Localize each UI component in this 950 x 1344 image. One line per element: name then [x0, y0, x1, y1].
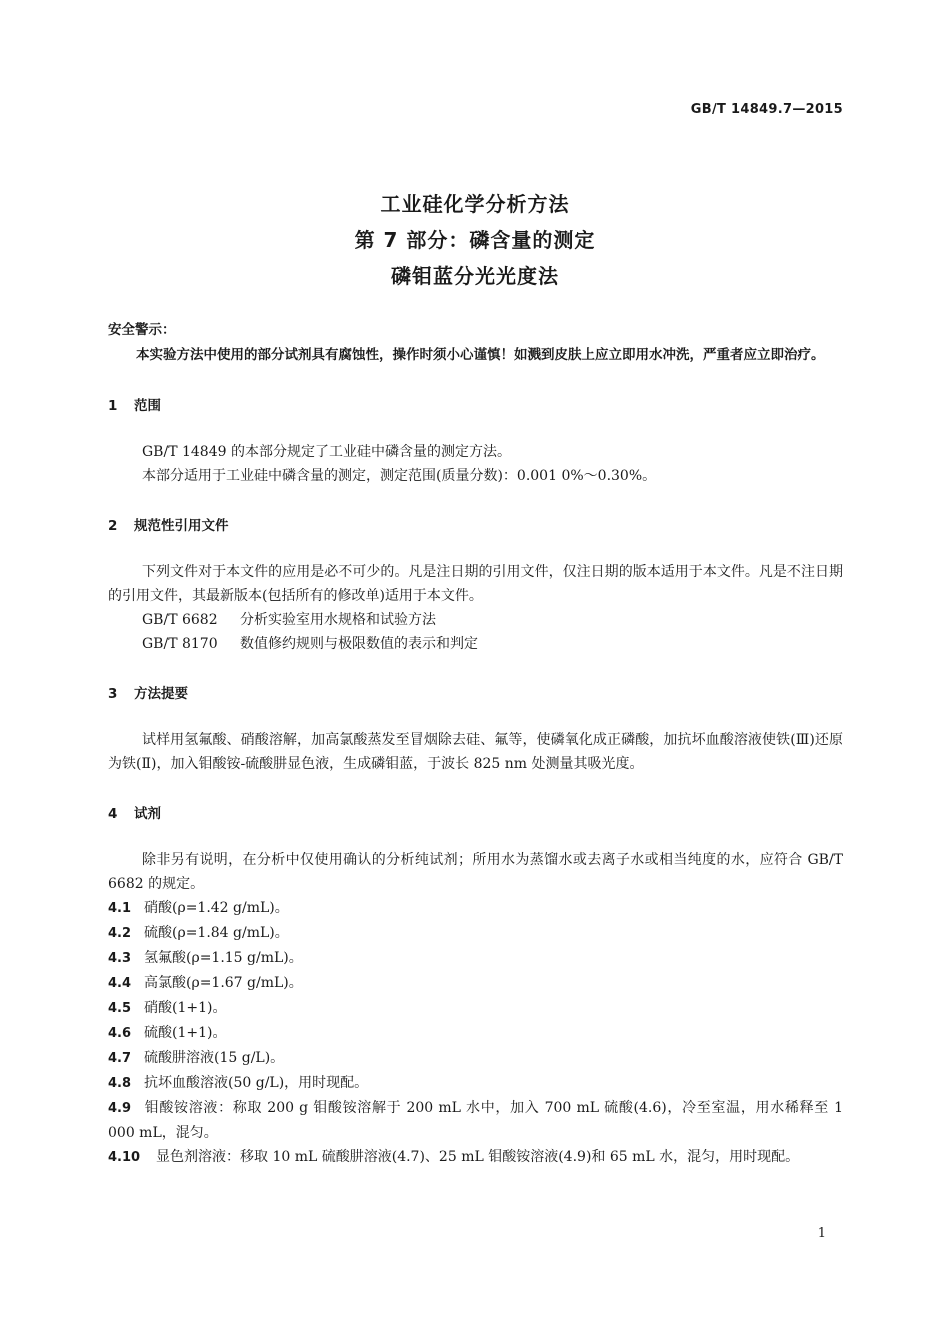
section-1-paragraph-1: GB/T 14849 的本部分规定了工业硅中磷含量的测定方法。: [142, 444, 511, 460]
clause-text: 硝酸(ρ=1.42 g/mL)。: [144, 900, 289, 916]
clause-text: 抗坏血酸溶液(50 g/L)，用时现配。: [144, 1075, 369, 1091]
section-3-paragraph-1: 试样用氢氟酸、硝酸溶解，加高氯酸蒸发至冒烟除去硅、氟等，使磷氧化成正磷酸，加抗坏血酸溶液使铁(Ⅲ)还原为铁(Ⅱ)，加入钼酸铵-硫酸肼显色液，生成磷钼蓝，于波长 825 nm 处测量其吸光度。: [108, 732, 843, 772]
section-1-paragraph-2: 本部分适用于工业硅中磷含量的测定，测定范围(质量分数)：0.001 0%～0.30%。: [142, 468, 657, 484]
section-number: 2: [108, 518, 118, 534]
section-title: 范围: [134, 398, 161, 414]
section-4-paragraph-1: 除非另有说明，在分析中仅使用确认的分析纯试剂；所用水为蒸馏水或去离子水或相当纯度的水，应符合 GB/T 6682 的规定。: [108, 852, 843, 892]
title-line-2: 第 7 部分：磷含量的测定: [354, 228, 596, 252]
reagent-item: [108, 1096, 843, 1145]
section-2-paragraph-1: 下列文件对于本文件的应用是必不可少的。凡是注日期的引用文件，仅注日期的版本适用于本文件。凡是不注日期的引用文件，其最新版本(包括所有的修改单)适用于本文件。: [108, 564, 843, 604]
clause-text: 硝酸(1+1)。: [144, 1000, 227, 1016]
clause-number: 4.4: [108, 976, 132, 991]
document-title: [0, 186, 950, 294]
normative-reference: [108, 632, 843, 656]
reagent-item: [108, 1071, 843, 1096]
reagent-item: [108, 1145, 843, 1170]
safety-warning-text: 本实验方法中使用的部分试剂具有腐蚀性，操作时须小心谨慎！如溅到皮肤上应立即用水冲洗，严重者应立即治疗。: [136, 347, 825, 363]
reagent-item: [108, 1021, 843, 1046]
reagent-item: [108, 946, 843, 971]
reagent-item: [108, 1046, 843, 1071]
section-number: 4: [108, 806, 118, 822]
reagent-item: [108, 896, 843, 921]
section-4-heading: [108, 802, 843, 826]
reference-title: 分析实验室用水规格和试验方法: [240, 612, 436, 628]
section-3-heading: [108, 682, 843, 706]
clause-number: 4.6: [108, 1026, 132, 1041]
clause-text: 高氯酸(ρ=1.67 g/mL)。: [144, 975, 303, 991]
reagent-item: [108, 971, 843, 996]
section-title: 方法提要: [134, 686, 188, 702]
clause-text: 硫酸(1+1)。: [144, 1025, 227, 1041]
reference-code: GB/T 6682: [142, 612, 218, 628]
safety-warning-label: 安全警示：: [108, 322, 176, 338]
clause-text: 显色剂溶液：移取 10 mL 硫酸肼溶液(4.7)、25 mL 钼酸铵溶液(4.9)和 65 mL 水，混匀，用时现配。: [156, 1149, 800, 1165]
reference-title: 数值修约规则与极限数值的表示和判定: [240, 636, 478, 652]
clause-number: 4.2: [108, 926, 132, 941]
reagent-item: [108, 996, 843, 1021]
section-title: 试剂: [134, 806, 161, 822]
title-line-1: 工业硅化学分析方法: [380, 192, 570, 216]
clause-number: 4.10: [108, 1150, 141, 1165]
title-line-3: 磷钼蓝分光光度法: [391, 264, 559, 288]
reagent-item: [108, 921, 843, 946]
page-number: 1: [817, 1226, 826, 1241]
clause-number: 4.8: [108, 1076, 132, 1091]
section-number: 1: [108, 398, 118, 414]
clause-number: 4.9: [108, 1101, 132, 1116]
standard-code: GB/T 14849.7—2015: [690, 102, 843, 117]
clause-text: 硫酸肼溶液(15 g/L)。: [144, 1050, 285, 1066]
clause-text: 氢氟酸(ρ=1.15 g/mL)。: [144, 950, 303, 966]
section-title: 规范性引用文件: [134, 518, 229, 534]
clause-number: 4.5: [108, 1001, 132, 1016]
reference-code: GB/T 8170: [142, 636, 218, 652]
section-number: 3: [108, 686, 118, 702]
section-1-heading: [108, 394, 843, 418]
document-body: [108, 318, 843, 1170]
clause-number: 4.3: [108, 951, 132, 966]
clause-number: 4.1: [108, 901, 132, 916]
clause-number: 4.7: [108, 1051, 132, 1066]
normative-reference: [108, 608, 843, 632]
clause-text: 硫酸(ρ=1.84 g/mL)。: [144, 925, 289, 941]
section-2-heading: [108, 514, 843, 538]
clause-text: 钼酸铵溶液：称取 200 g 钼酸铵溶解于 200 mL 水中，加入 700 mL 硫酸(4.6)，冷至室温，用水稀释至 1 000 mL，混匀。: [108, 1100, 843, 1141]
